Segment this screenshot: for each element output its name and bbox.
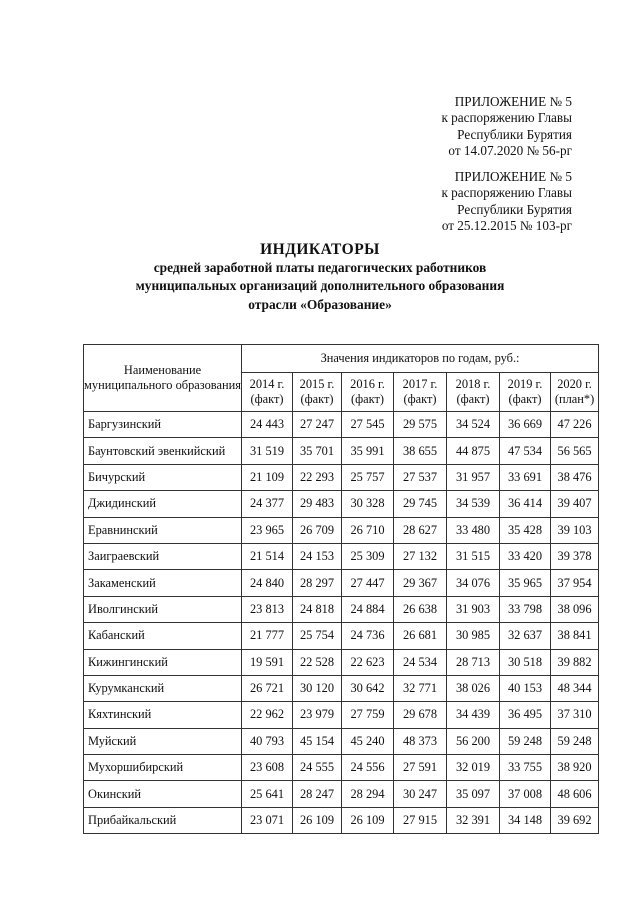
indicator-value: 35 097 [447, 781, 500, 807]
column-header-year [551, 373, 599, 412]
municipality-name: Окинский [84, 781, 242, 807]
indicator-value: 24 555 [293, 755, 342, 781]
indicator-value: 27 132 [394, 543, 447, 569]
indicator-value: 35 428 [500, 517, 551, 543]
indicator-value: 38 841 [551, 623, 599, 649]
indicator-value: 27 537 [394, 464, 447, 490]
indicator-value: 26 710 [342, 517, 394, 543]
appendix-date: от 14.07.2020 № 56-рг [448, 143, 572, 159]
year-label: 2014 г. [249, 377, 285, 391]
indicator-value: 31 515 [447, 543, 500, 569]
indicator-value: 26 109 [293, 807, 342, 833]
indicator-value: 39 378 [551, 543, 599, 569]
indicator-value: 34 539 [447, 491, 500, 517]
indicator-value: 26 721 [242, 675, 293, 701]
column-header-name: Наименование муниципального образования [84, 345, 242, 412]
municipality-name: Мухоршибирский [84, 755, 242, 781]
indicator-value: 27 591 [394, 755, 447, 781]
indicator-value: 30 985 [447, 623, 500, 649]
indicator-value: 45 154 [293, 728, 342, 754]
indicator-value: 22 623 [342, 649, 394, 675]
year-type-label: (факт) [300, 392, 334, 406]
column-header-year [447, 373, 500, 412]
indicator-value: 29 483 [293, 491, 342, 517]
indicator-value: 24 840 [242, 570, 293, 596]
indicator-value: 25 757 [342, 464, 394, 490]
municipality-name: Муйский [84, 728, 242, 754]
indicator-value: 29 678 [394, 702, 447, 728]
indicator-value: 37 954 [551, 570, 599, 596]
indicator-value: 59 248 [500, 728, 551, 754]
municipality-name: Баргузинский [84, 412, 242, 438]
heading-line: муниципальных организаций дополнительного образования [135, 278, 505, 294]
indicator-value: 26 109 [342, 807, 394, 833]
appendix-title: ПРИЛОЖЕНИЕ № 5 [454, 169, 572, 184]
indicator-value: 27 545 [342, 412, 394, 438]
appendix-line: к распоряжению Главы [441, 110, 572, 126]
indicator-value: 27 447 [342, 570, 394, 596]
indicator-value: 27 915 [394, 807, 447, 833]
indicator-value: 31 903 [447, 596, 500, 622]
indicator-value: 30 328 [342, 491, 394, 517]
municipality-name: Баунтовский эвенкийский [84, 438, 242, 464]
column-header-year [394, 373, 447, 412]
year-type-label: (факт) [250, 392, 284, 406]
indicator-value: 48 373 [394, 728, 447, 754]
indicator-value: 39 692 [551, 807, 599, 833]
indicator-value: 28 297 [293, 570, 342, 596]
indicator-value: 34 076 [447, 570, 500, 596]
indicator-value: 28 294 [342, 781, 394, 807]
indicator-value: 39 407 [551, 491, 599, 517]
year-label: 2018 г. [455, 377, 491, 391]
indicator-value: 35 991 [342, 438, 394, 464]
indicator-value: 32 637 [500, 623, 551, 649]
indicator-value: 33 798 [500, 596, 551, 622]
indicator-value: 28 247 [293, 781, 342, 807]
indicator-value: 24 884 [342, 596, 394, 622]
municipality-name: Заиграевский [84, 543, 242, 569]
municipality-name: Курумканский [84, 675, 242, 701]
table-row [84, 781, 599, 807]
year-label: 2019 г. [507, 377, 543, 391]
indicator-value: 33 420 [500, 543, 551, 569]
table-row [84, 623, 599, 649]
indicator-value: 38 096 [551, 596, 599, 622]
appendix-title: ПРИЛОЖЕНИЕ № 5 [454, 94, 572, 109]
indicator-value: 40 153 [500, 675, 551, 701]
indicator-value: 33 480 [447, 517, 500, 543]
indicator-value: 36 495 [500, 702, 551, 728]
indicator-value: 39 882 [551, 649, 599, 675]
year-type-label: (факт) [350, 392, 385, 406]
column-header-year [500, 373, 551, 412]
indicator-value: 48 344 [551, 675, 599, 701]
indicator-value: 56 565 [551, 438, 599, 464]
municipality-name: Кяхтинский [84, 702, 242, 728]
heading-title: ИНДИКАТОРЫ [260, 241, 380, 258]
indicator-value: 22 528 [293, 649, 342, 675]
table-row [84, 517, 599, 543]
indicator-value: 25 309 [342, 543, 394, 569]
table-row [84, 755, 599, 781]
table-row [84, 438, 599, 464]
indicator-value: 38 026 [447, 675, 500, 701]
indicator-value: 39 103 [551, 517, 599, 543]
indicator-value: 33 755 [500, 755, 551, 781]
indicator-value: 36 669 [500, 412, 551, 438]
indicator-value: 40 793 [242, 728, 293, 754]
indicator-value: 33 691 [500, 464, 551, 490]
table-row [84, 807, 599, 833]
year-type-label: (факт) [403, 392, 437, 406]
indicator-value: 32 019 [447, 755, 500, 781]
year-label: 2017 г. [402, 377, 438, 391]
indicator-value: 34 524 [447, 412, 500, 438]
municipality-name: Джидинский [84, 491, 242, 517]
indicator-value: 47 226 [551, 412, 599, 438]
indicator-value: 28 627 [394, 517, 447, 543]
column-header-year [242, 373, 293, 412]
appendix-block-current [441, 94, 572, 160]
indicator-value: 37 310 [551, 702, 599, 728]
municipality-name: Еравнинский [84, 517, 242, 543]
indicator-value: 31 957 [447, 464, 500, 490]
year-type-label: (факт) [508, 392, 542, 406]
column-header-values: Значения индикаторов по годам, руб.: [242, 345, 599, 373]
municipality-name: Кабанский [84, 623, 242, 649]
municipality-name: Кижингинский [84, 649, 242, 675]
municipality-name: Закаменский [84, 570, 242, 596]
indicator-value: 34 148 [500, 807, 551, 833]
table-row [84, 491, 599, 517]
indicator-value: 27 247 [293, 412, 342, 438]
indicator-value: 59 248 [551, 728, 599, 754]
indicator-value: 35 701 [293, 438, 342, 464]
indicator-value: 45 240 [342, 728, 394, 754]
indicator-value: 21 777 [242, 623, 293, 649]
indicator-value: 23 071 [242, 807, 293, 833]
appendix-line: Республики Бурятия [457, 201, 572, 217]
indicator-value: 24 153 [293, 543, 342, 569]
indicator-value: 26 681 [394, 623, 447, 649]
heading-line: отрасли «Образование» [248, 296, 392, 312]
indicator-value: 36 414 [500, 491, 551, 517]
indicator-value: 30 518 [500, 649, 551, 675]
municipality-name: Прибайкальский [84, 807, 242, 833]
indicator-value: 21 109 [242, 464, 293, 490]
table-row [84, 570, 599, 596]
column-header-year [342, 373, 394, 412]
indicator-value: 23 965 [242, 517, 293, 543]
document-heading [0, 240, 640, 314]
indicators-table [83, 344, 599, 834]
indicator-value: 38 476 [551, 464, 599, 490]
indicator-value: 35 965 [500, 570, 551, 596]
indicator-value: 48 606 [551, 781, 599, 807]
indicator-value: 29 745 [394, 491, 447, 517]
year-type-label: (план*) [554, 392, 595, 406]
table-row [84, 702, 599, 728]
indicator-value: 23 813 [242, 596, 293, 622]
indicator-value: 31 519 [242, 438, 293, 464]
indicator-value: 37 008 [500, 781, 551, 807]
indicator-value: 22 293 [293, 464, 342, 490]
indicator-value: 24 534 [394, 649, 447, 675]
year-label: 2020 г. [557, 377, 592, 391]
table-row [84, 596, 599, 622]
municipality-name: Иволгинский [84, 596, 242, 622]
indicator-value: 21 514 [242, 543, 293, 569]
appendix-date: от 25.12.2015 № 103-рг [441, 218, 572, 234]
indicator-value: 32 771 [394, 675, 447, 701]
indicator-value: 24 377 [242, 491, 293, 517]
year-type-label: (факт) [456, 392, 490, 406]
appendix-block-original [441, 169, 572, 235]
year-label: 2016 г. [350, 377, 385, 391]
indicator-value: 38 920 [551, 755, 599, 781]
indicator-value: 26 638 [394, 596, 447, 622]
indicator-value: 30 247 [394, 781, 447, 807]
indicator-value: 38 655 [394, 438, 447, 464]
year-label: 2015 г. [299, 377, 335, 391]
table-row [84, 412, 599, 438]
appendix-line: к распоряжению Главы [441, 185, 572, 201]
indicator-value: 44 875 [447, 438, 500, 464]
indicator-value: 30 642 [342, 675, 394, 701]
indicator-value: 27 759 [342, 702, 394, 728]
indicator-value: 56 200 [447, 728, 500, 754]
column-header-year [293, 373, 342, 412]
indicator-value: 47 534 [500, 438, 551, 464]
indicator-value: 24 556 [342, 755, 394, 781]
indicator-value: 32 391 [447, 807, 500, 833]
indicator-value: 23 979 [293, 702, 342, 728]
indicator-value: 24 818 [293, 596, 342, 622]
table-row [84, 464, 599, 490]
table-row [84, 649, 599, 675]
indicator-value: 29 367 [394, 570, 447, 596]
municipality-name: Бичурский [84, 464, 242, 490]
indicator-value: 23 608 [242, 755, 293, 781]
indicator-value: 25 754 [293, 623, 342, 649]
indicator-value: 30 120 [293, 675, 342, 701]
table-row [84, 728, 599, 754]
table-row [84, 675, 599, 701]
indicator-value: 24 736 [342, 623, 394, 649]
table-row [84, 543, 599, 569]
indicator-value: 29 575 [394, 412, 447, 438]
indicator-value: 19 591 [242, 649, 293, 675]
indicator-value: 28 713 [447, 649, 500, 675]
heading-line: средней заработной платы педагогических работников [153, 260, 487, 275]
appendix-line: Республики Бурятия [457, 126, 572, 142]
indicator-value: 24 443 [242, 412, 293, 438]
indicator-value: 22 962 [242, 702, 293, 728]
indicator-value: 26 709 [293, 517, 342, 543]
indicator-value: 25 641 [242, 781, 293, 807]
indicator-value: 34 439 [447, 702, 500, 728]
